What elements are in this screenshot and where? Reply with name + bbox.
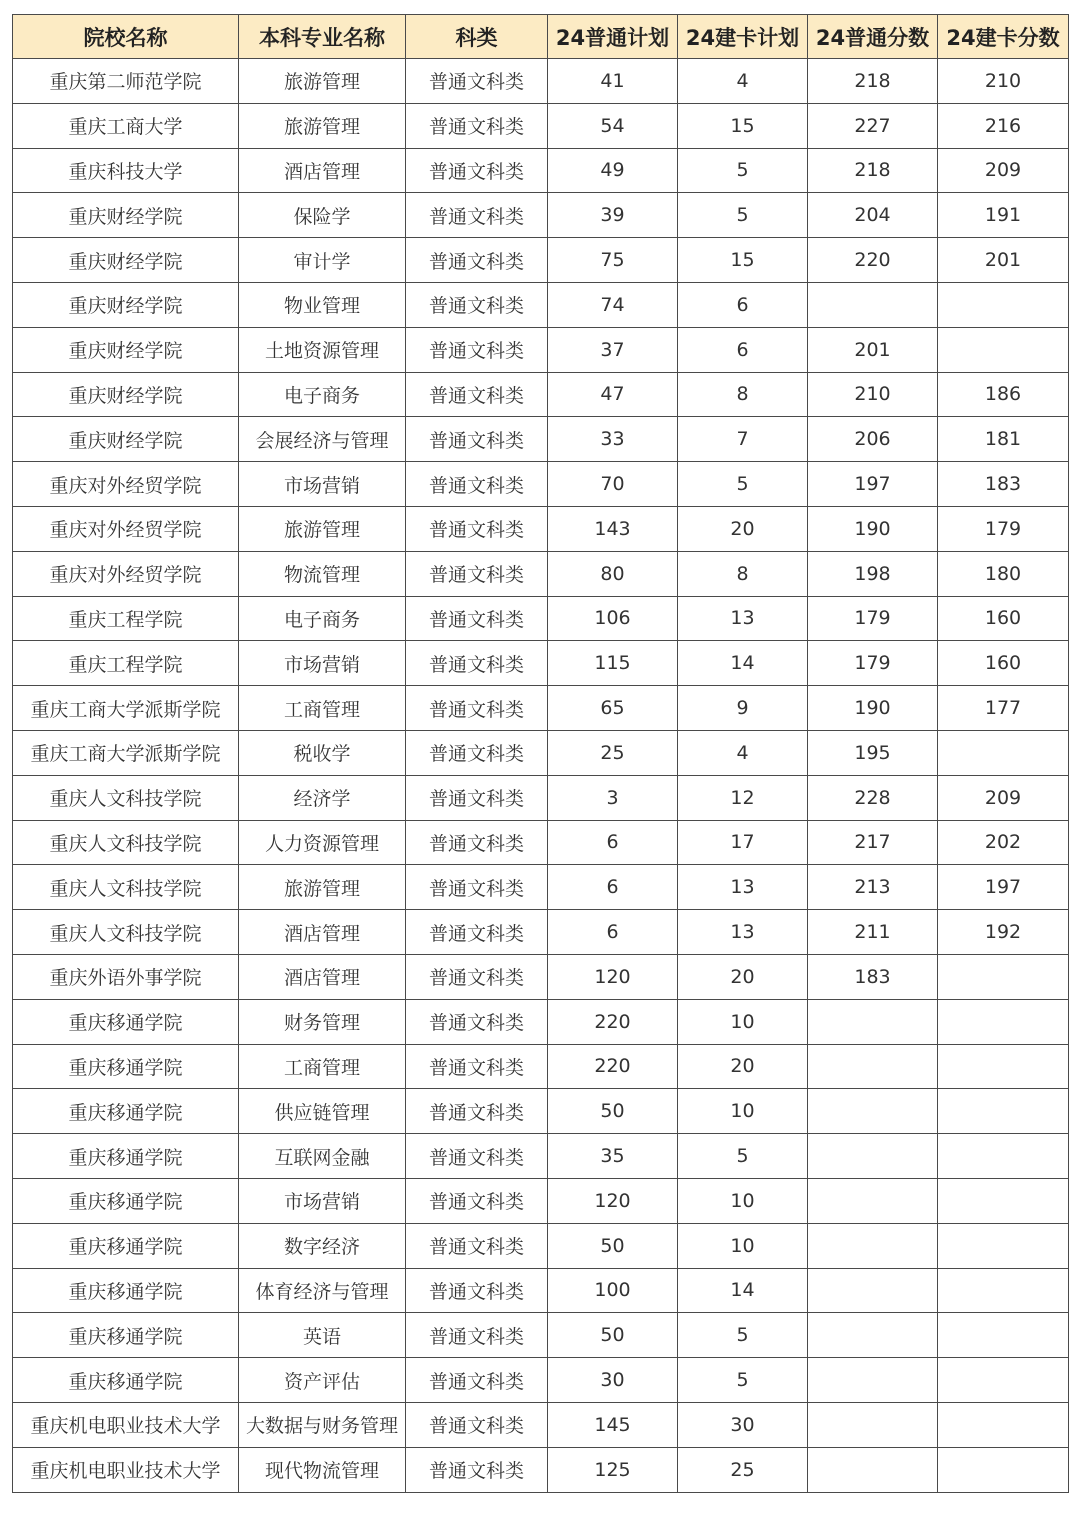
- regular-score-cell: 190: [808, 686, 938, 731]
- card-score-cell: 216: [938, 103, 1069, 148]
- regular-plan-cell: 220: [548, 1044, 678, 1089]
- category-cell: 普通文科类: [406, 1044, 548, 1089]
- school-cell: 重庆移通学院: [13, 1089, 239, 1134]
- major-cell: 英语: [239, 1313, 406, 1358]
- category-cell: 普通文科类: [406, 1447, 548, 1492]
- card-plan-cell: 9: [678, 686, 808, 731]
- major-cell: 物业管理: [239, 282, 406, 327]
- header-major: 本科专业名称: [239, 15, 406, 59]
- school-cell: 重庆工程学院: [13, 596, 239, 641]
- card-plan-cell: 15: [678, 103, 808, 148]
- school-cell: 重庆移通学院: [13, 1134, 239, 1179]
- header-regular-score: 24普通分数: [808, 15, 938, 59]
- card-score-cell: [938, 1447, 1069, 1492]
- card-score-cell: [938, 730, 1069, 775]
- regular-score-cell: [808, 1223, 938, 1268]
- table-row: [13, 462, 1069, 507]
- card-score-cell: 209: [938, 775, 1069, 820]
- school-cell: 重庆移通学院: [13, 1044, 239, 1089]
- school-cell: 重庆财经学院: [13, 327, 239, 372]
- table-row: [13, 1178, 1069, 1223]
- card-score-cell: [938, 1044, 1069, 1089]
- regular-plan-cell: 125: [548, 1447, 678, 1492]
- category-cell: 普通文科类: [406, 686, 548, 731]
- regular-plan-cell: 50: [548, 1313, 678, 1358]
- category-cell: 普通文科类: [406, 1089, 548, 1134]
- major-cell: 旅游管理: [239, 506, 406, 551]
- major-cell: 工商管理: [239, 686, 406, 731]
- regular-plan-cell: 50: [548, 1089, 678, 1134]
- card-plan-cell: 17: [678, 820, 808, 865]
- category-cell: 普通文科类: [406, 820, 548, 865]
- table-row: [13, 372, 1069, 417]
- school-cell: 重庆机电职业技术大学: [13, 1447, 239, 1492]
- card-score-cell: 186: [938, 372, 1069, 417]
- major-cell: 电子商务: [239, 372, 406, 417]
- category-cell: 普通文科类: [406, 596, 548, 641]
- table-row: [13, 238, 1069, 283]
- header-card-plan: 24建卡计划: [678, 15, 808, 59]
- school-cell: 重庆移通学院: [13, 1178, 239, 1223]
- regular-score-cell: [808, 1134, 938, 1179]
- table-row: [13, 1268, 1069, 1313]
- regular-plan-cell: 100: [548, 1268, 678, 1313]
- school-cell: 重庆人文科技学院: [13, 865, 239, 910]
- card-score-cell: 197: [938, 865, 1069, 910]
- regular-plan-cell: 6: [548, 820, 678, 865]
- school-cell: 重庆财经学院: [13, 193, 239, 238]
- card-plan-cell: 14: [678, 1268, 808, 1313]
- category-cell: 普通文科类: [406, 954, 548, 999]
- category-cell: 普通文科类: [406, 103, 548, 148]
- major-cell: 会展经济与管理: [239, 417, 406, 462]
- table-row: [13, 954, 1069, 999]
- school-cell: 重庆人文科技学院: [13, 820, 239, 865]
- table-row: [13, 999, 1069, 1044]
- category-cell: 普通文科类: [406, 193, 548, 238]
- major-cell: 税收学: [239, 730, 406, 775]
- card-score-cell: [938, 1178, 1069, 1223]
- card-score-cell: 192: [938, 910, 1069, 955]
- table-row: [13, 551, 1069, 596]
- regular-score-cell: [808, 1447, 938, 1492]
- school-cell: 重庆财经学院: [13, 238, 239, 283]
- card-score-cell: 180: [938, 551, 1069, 596]
- card-plan-cell: 6: [678, 327, 808, 372]
- card-score-cell: 202: [938, 820, 1069, 865]
- major-cell: 现代物流管理: [239, 1447, 406, 1492]
- major-cell: 人力资源管理: [239, 820, 406, 865]
- header-regular-plan: 24普通计划: [548, 15, 678, 59]
- card-plan-cell: 4: [678, 730, 808, 775]
- category-cell: 普通文科类: [406, 462, 548, 507]
- regular-plan-cell: 74: [548, 282, 678, 327]
- card-score-cell: [938, 1402, 1069, 1447]
- table-row: [13, 327, 1069, 372]
- table-row: [13, 506, 1069, 551]
- regular-score-cell: 197: [808, 462, 938, 507]
- category-cell: 普通文科类: [406, 1313, 548, 1358]
- table-row: [13, 641, 1069, 686]
- major-cell: 旅游管理: [239, 103, 406, 148]
- regular-score-cell: [808, 1358, 938, 1403]
- card-plan-cell: 20: [678, 1044, 808, 1089]
- card-plan-cell: 14: [678, 641, 808, 686]
- card-plan-cell: 13: [678, 596, 808, 641]
- regular-plan-cell: 49: [548, 148, 678, 193]
- table-row: [13, 1089, 1069, 1134]
- major-cell: 财务管理: [239, 999, 406, 1044]
- major-cell: 大数据与财务管理: [239, 1402, 406, 1447]
- category-cell: 普通文科类: [406, 238, 548, 283]
- card-score-cell: 191: [938, 193, 1069, 238]
- major-cell: 电子商务: [239, 596, 406, 641]
- major-cell: 酒店管理: [239, 910, 406, 955]
- regular-plan-cell: 120: [548, 954, 678, 999]
- card-plan-cell: 25: [678, 1447, 808, 1492]
- table-row: [13, 775, 1069, 820]
- category-cell: 普通文科类: [406, 775, 548, 820]
- school-cell: 重庆第二师范学院: [13, 59, 239, 104]
- school-cell: 重庆移通学院: [13, 1223, 239, 1268]
- school-cell: 重庆移通学院: [13, 1313, 239, 1358]
- school-cell: 重庆工商大学派斯学院: [13, 730, 239, 775]
- regular-plan-cell: 39: [548, 193, 678, 238]
- card-score-cell: 160: [938, 641, 1069, 686]
- card-score-cell: [938, 1223, 1069, 1268]
- category-cell: 普通文科类: [406, 865, 548, 910]
- regular-plan-cell: 120: [548, 1178, 678, 1223]
- card-score-cell: [938, 1089, 1069, 1134]
- table-row: [13, 1313, 1069, 1358]
- regular-score-cell: 217: [808, 820, 938, 865]
- regular-score-cell: [808, 1313, 938, 1358]
- major-cell: 审计学: [239, 238, 406, 283]
- card-score-cell: [938, 1358, 1069, 1403]
- major-cell: 数字经济: [239, 1223, 406, 1268]
- regular-score-cell: [808, 1089, 938, 1134]
- major-cell: 土地资源管理: [239, 327, 406, 372]
- card-score-cell: 201: [938, 238, 1069, 283]
- major-cell: 互联网金融: [239, 1134, 406, 1179]
- card-plan-cell: 30: [678, 1402, 808, 1447]
- card-plan-cell: 12: [678, 775, 808, 820]
- regular-plan-cell: 3: [548, 775, 678, 820]
- card-score-cell: 181: [938, 417, 1069, 462]
- card-score-cell: [938, 1134, 1069, 1179]
- card-plan-cell: 5: [678, 462, 808, 507]
- category-cell: 普通文科类: [406, 1268, 548, 1313]
- card-score-cell: [938, 999, 1069, 1044]
- table-row: [13, 730, 1069, 775]
- school-cell: 重庆人文科技学院: [13, 910, 239, 955]
- table-row: [13, 148, 1069, 193]
- school-cell: 重庆财经学院: [13, 372, 239, 417]
- major-cell: 酒店管理: [239, 148, 406, 193]
- regular-plan-cell: 37: [548, 327, 678, 372]
- regular-score-cell: 198: [808, 551, 938, 596]
- school-cell: 重庆外语外事学院: [13, 954, 239, 999]
- category-cell: 普通文科类: [406, 417, 548, 462]
- school-cell: 重庆财经学院: [13, 282, 239, 327]
- regular-plan-cell: 115: [548, 641, 678, 686]
- major-cell: 市场营销: [239, 462, 406, 507]
- card-plan-cell: 5: [678, 193, 808, 238]
- regular-score-cell: 218: [808, 148, 938, 193]
- category-cell: 普通文科类: [406, 506, 548, 551]
- regular-score-cell: 210: [808, 372, 938, 417]
- major-cell: 物流管理: [239, 551, 406, 596]
- card-plan-cell: 13: [678, 910, 808, 955]
- category-cell: 普通文科类: [406, 730, 548, 775]
- card-plan-cell: 13: [678, 865, 808, 910]
- table-body: [13, 59, 1069, 1493]
- school-cell: 重庆对外经贸学院: [13, 462, 239, 507]
- card-plan-cell: 5: [678, 148, 808, 193]
- card-score-cell: [938, 327, 1069, 372]
- table-row: [13, 820, 1069, 865]
- regular-plan-cell: 35: [548, 1134, 678, 1179]
- table-row: [13, 59, 1069, 104]
- header-school: 院校名称: [13, 15, 239, 59]
- table-row: [13, 596, 1069, 641]
- card-score-cell: [938, 1313, 1069, 1358]
- category-cell: 普通文科类: [406, 641, 548, 686]
- card-score-cell: [938, 282, 1069, 327]
- regular-score-cell: [808, 282, 938, 327]
- table-row: [13, 103, 1069, 148]
- card-plan-cell: 4: [678, 59, 808, 104]
- regular-score-cell: [808, 1268, 938, 1313]
- regular-plan-cell: 41: [548, 59, 678, 104]
- school-cell: 重庆机电职业技术大学: [13, 1402, 239, 1447]
- school-cell: 重庆移通学院: [13, 1268, 239, 1313]
- school-cell: 重庆对外经贸学院: [13, 506, 239, 551]
- regular-score-cell: 179: [808, 596, 938, 641]
- regular-plan-cell: 6: [548, 865, 678, 910]
- category-cell: 普通文科类: [406, 59, 548, 104]
- regular-score-cell: 204: [808, 193, 938, 238]
- regular-score-cell: [808, 1044, 938, 1089]
- regular-plan-cell: 65: [548, 686, 678, 731]
- card-plan-cell: 5: [678, 1358, 808, 1403]
- major-cell: 市场营销: [239, 1178, 406, 1223]
- major-cell: 旅游管理: [239, 59, 406, 104]
- card-plan-cell: 20: [678, 506, 808, 551]
- card-plan-cell: 15: [678, 238, 808, 283]
- table-row: [13, 1402, 1069, 1447]
- card-plan-cell: 10: [678, 1223, 808, 1268]
- category-cell: 普通文科类: [406, 1134, 548, 1179]
- card-score-cell: [938, 1268, 1069, 1313]
- regular-plan-cell: 30: [548, 1358, 678, 1403]
- table-row: [13, 1358, 1069, 1403]
- card-score-cell: 183: [938, 462, 1069, 507]
- card-score-cell: 177: [938, 686, 1069, 731]
- card-plan-cell: 8: [678, 372, 808, 417]
- school-cell: 重庆财经学院: [13, 417, 239, 462]
- table-row: [13, 1134, 1069, 1179]
- category-cell: 普通文科类: [406, 282, 548, 327]
- regular-score-cell: 206: [808, 417, 938, 462]
- table-row: [13, 686, 1069, 731]
- category-cell: 普通文科类: [406, 551, 548, 596]
- school-cell: 重庆对外经贸学院: [13, 551, 239, 596]
- table-row: [13, 193, 1069, 238]
- table-row: [13, 417, 1069, 462]
- school-cell: 重庆工商大学: [13, 103, 239, 148]
- table-row: [13, 1223, 1069, 1268]
- table-row: [13, 1447, 1069, 1492]
- card-score-cell: 179: [938, 506, 1069, 551]
- category-cell: 普通文科类: [406, 1358, 548, 1403]
- major-cell: 体育经济与管理: [239, 1268, 406, 1313]
- school-cell: 重庆人文科技学院: [13, 775, 239, 820]
- regular-score-cell: 228: [808, 775, 938, 820]
- regular-score-cell: 218: [808, 59, 938, 104]
- card-plan-cell: 6: [678, 282, 808, 327]
- category-cell: 普通文科类: [406, 148, 548, 193]
- regular-score-cell: 227: [808, 103, 938, 148]
- major-cell: 酒店管理: [239, 954, 406, 999]
- regular-plan-cell: 75: [548, 238, 678, 283]
- regular-score-cell: 213: [808, 865, 938, 910]
- table-row: [13, 910, 1069, 955]
- major-cell: 工商管理: [239, 1044, 406, 1089]
- card-score-cell: 160: [938, 596, 1069, 641]
- category-cell: 普通文科类: [406, 999, 548, 1044]
- table-row: [13, 282, 1069, 327]
- card-plan-cell: 20: [678, 954, 808, 999]
- admission-plan-table: [12, 14, 1069, 1493]
- school-cell: 重庆移通学院: [13, 1358, 239, 1403]
- major-cell: 市场营销: [239, 641, 406, 686]
- card-plan-cell: 5: [678, 1313, 808, 1358]
- school-cell: 重庆工商大学派斯学院: [13, 686, 239, 731]
- table-row: [13, 865, 1069, 910]
- category-cell: 普通文科类: [406, 1402, 548, 1447]
- regular-score-cell: [808, 1402, 938, 1447]
- regular-score-cell: 190: [808, 506, 938, 551]
- school-cell: 重庆工程学院: [13, 641, 239, 686]
- category-cell: 普通文科类: [406, 1178, 548, 1223]
- card-plan-cell: 10: [678, 999, 808, 1044]
- major-cell: 经济学: [239, 775, 406, 820]
- card-score-cell: 210: [938, 59, 1069, 104]
- category-cell: 普通文科类: [406, 910, 548, 955]
- header-row: [13, 15, 1069, 59]
- school-cell: 重庆移通学院: [13, 999, 239, 1044]
- card-plan-cell: 8: [678, 551, 808, 596]
- header-category: 科类: [406, 15, 548, 59]
- card-plan-cell: 10: [678, 1089, 808, 1134]
- regular-plan-cell: 220: [548, 999, 678, 1044]
- regular-score-cell: [808, 999, 938, 1044]
- regular-plan-cell: 33: [548, 417, 678, 462]
- category-cell: 普通文科类: [406, 1223, 548, 1268]
- table-row: [13, 1044, 1069, 1089]
- regular-score-cell: 201: [808, 327, 938, 372]
- regular-plan-cell: 70: [548, 462, 678, 507]
- major-cell: 保险学: [239, 193, 406, 238]
- regular-score-cell: 211: [808, 910, 938, 955]
- regular-plan-cell: 80: [548, 551, 678, 596]
- card-score-cell: [938, 954, 1069, 999]
- regular-score-cell: 179: [808, 641, 938, 686]
- card-plan-cell: 10: [678, 1178, 808, 1223]
- regular-plan-cell: 47: [548, 372, 678, 417]
- regular-plan-cell: 50: [548, 1223, 678, 1268]
- regular-plan-cell: 106: [548, 596, 678, 641]
- regular-plan-cell: 143: [548, 506, 678, 551]
- regular-plan-cell: 54: [548, 103, 678, 148]
- major-cell: 供应链管理: [239, 1089, 406, 1134]
- regular-plan-cell: 6: [548, 910, 678, 955]
- regular-score-cell: 220: [808, 238, 938, 283]
- header-card-score: 24建卡分数: [938, 15, 1069, 59]
- card-plan-cell: 5: [678, 1134, 808, 1179]
- major-cell: 旅游管理: [239, 865, 406, 910]
- regular-score-cell: 195: [808, 730, 938, 775]
- card-score-cell: 209: [938, 148, 1069, 193]
- regular-score-cell: [808, 1178, 938, 1223]
- major-cell: 资产评估: [239, 1358, 406, 1403]
- school-cell: 重庆科技大学: [13, 148, 239, 193]
- regular-score-cell: 183: [808, 954, 938, 999]
- category-cell: 普通文科类: [406, 372, 548, 417]
- category-cell: 普通文科类: [406, 327, 548, 372]
- card-plan-cell: 7: [678, 417, 808, 462]
- regular-plan-cell: 25: [548, 730, 678, 775]
- regular-plan-cell: 145: [548, 1402, 678, 1447]
